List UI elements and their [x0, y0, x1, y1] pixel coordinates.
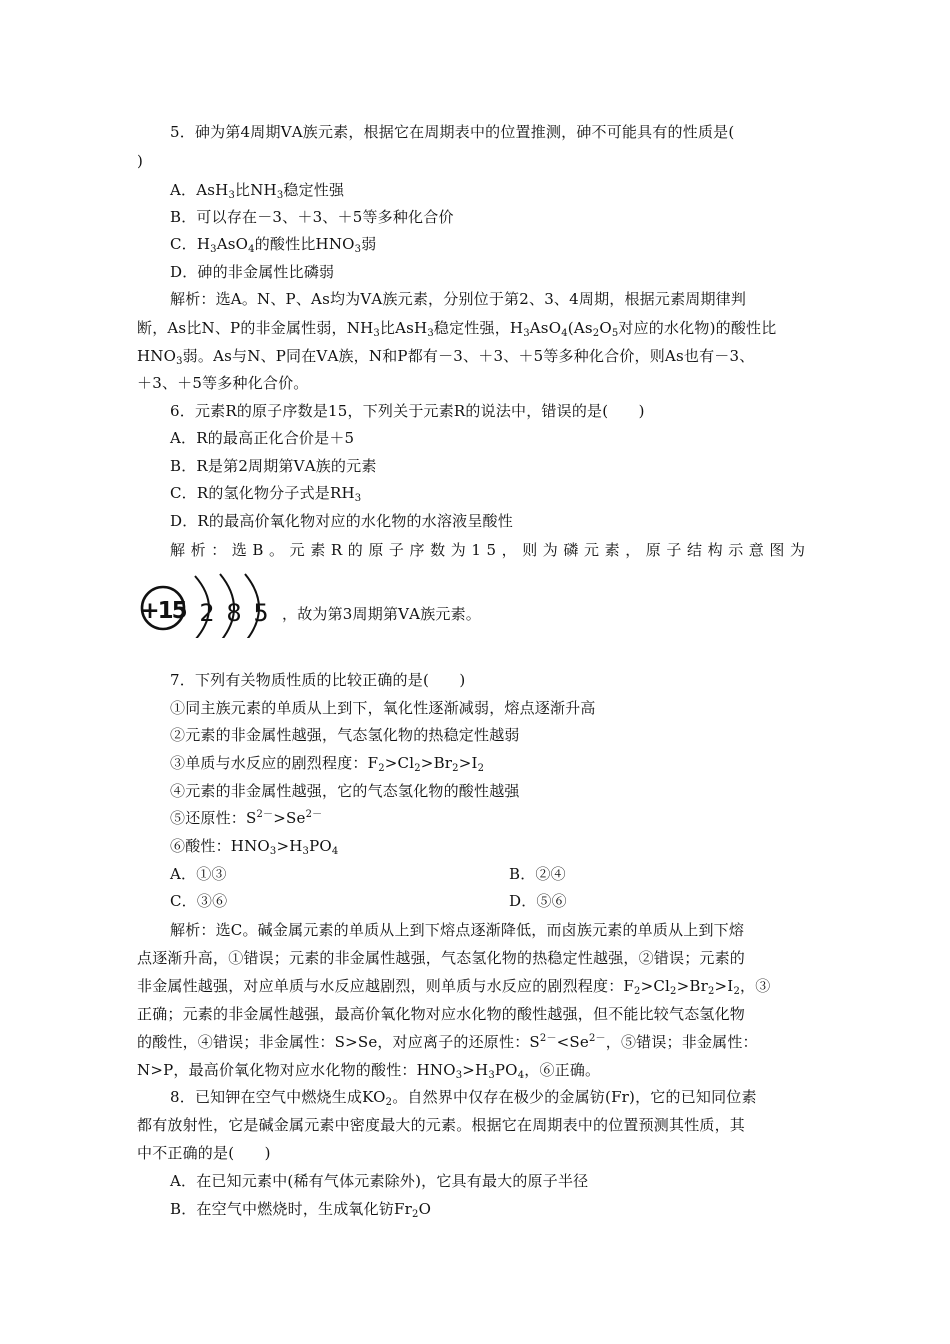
shell-3-electron-count: 5: [253, 599, 269, 627]
shell-1-electron-count: 2: [199, 599, 215, 627]
q6-option-d: D．R的最高价氧化物对应的水化物的水溶液呈酸性: [170, 512, 513, 530]
q7-statement-6: ⑥酸性：$HNO_3>H_3PO_4$: [170, 837, 339, 857]
q7-option-c: C．③⑥: [170, 892, 228, 910]
q6-option-c: C．R的氢化物分子式是$RH_3$: [170, 484, 362, 504]
q6-solution-line-1: 解析：选B。元素R的原子序数为15，则为磷元素，原子结构示意图为: [170, 541, 811, 559]
q6-solution-line-2: ，故为第3周期第ⅤA族元素。: [282, 605, 482, 623]
q5-option-c: C．$H_3AsO_4$的酸性比$HNO_3$弱: [170, 235, 377, 255]
q7-options-row-2: [170, 891, 227, 911]
q5-stem-line-2: ): [137, 152, 144, 170]
q8-stem-line-3: 中不正确的是( ): [137, 1144, 271, 1162]
q8-option-b: B．在空气中燃烧时，生成氧化钫$Fr_2O$: [170, 1200, 432, 1220]
q5-solution-line-4: ＋3、＋5等多种化合价。: [137, 374, 309, 392]
q8-option-a: A．在已知元素中(稀有气体元素除外)，它具有最大的原子半径: [170, 1172, 589, 1190]
phosphorus-atom-structure-diagram: [137, 568, 277, 638]
q7-solution-line-6: N>P，最高价氧化物对应水化物的酸性：$HNO_3>H_3PO_4$，⑥正确。: [137, 1061, 601, 1081]
q7-statement-2: ②元素的非金属性越强，气态氢化物的热稳定性越弱: [170, 726, 520, 744]
q5-solution-line-1: 解析：选A。N、P、As均为ⅤA族元素，分别位于第2、3、4周期，根据元素周期律判: [170, 290, 747, 308]
q7-statement-5: ⑤还原性：$S^{2-}>Se^{2-}$: [170, 809, 323, 827]
nucleus-charge-label: +15: [140, 598, 186, 624]
q6-stem: 6．元素R的原子序数是15，下列关于元素R的说法中，错误的是( ): [170, 402, 645, 420]
q5-solution-line-2: 断，As比N、P的非金属性弱，$NH_3$比AsH$_3$稳定性强，$H_3AsO_4(As_2O_5$对应的水化物)的酸性比: [137, 319, 777, 339]
q6-option-a: A．R的最高正化合价是＋5: [170, 429, 355, 447]
q7-solution-line-4: 正确；元素的非金属性越强，最高价氧化物对应水化物的酸性越强，但不能比较气态氢化物: [137, 1005, 746, 1023]
q7-solution-line-1: 解析：选C。碱金属元素的单质从上到下熔点逐渐降低，而卤族元素的单质从上到下熔: [170, 921, 745, 939]
q7-options-row-1: [170, 864, 227, 884]
q7-option-a: A．①③: [170, 865, 227, 883]
q7-statement-1: ①同主族元素的单质从上到下，氧化性逐渐减弱，熔点逐渐升高: [170, 699, 596, 717]
q8-stem-line-1: 8．已知钾在空气中燃烧生成$KO_2$。自然界中仅存在极少的金属钫(Fr)，它的已知同位素: [170, 1088, 757, 1108]
q7-statement-3: ③单质与水反应的剧烈程度：$F_2>Cl_2>Br_2>I_2$: [170, 754, 485, 774]
q5-solution-line-3: $HNO_3$弱。As与N、P同在ⅤA族，N和P都有－3、＋3、＋5等多种化合价，则As也有－3、: [137, 347, 755, 367]
q5-option-a: A．AsH$_3$比$NH_3$稳定性强: [170, 181, 345, 201]
q7-solution-line-2: 点逐渐升高，①错误；元素的非金属性越强，气态氢化物的热稳定性越强，②错误；元素的: [137, 949, 746, 967]
q7-solution-line-3: 非金属性越强，对应单质与水反应越剧烈，则单质与水反应的剧烈程度：$F_2>Cl_2>Br_2>I_2$，③: [137, 977, 771, 997]
q7-solution-line-5: 的酸性，④错误；非金属性：S>Se，对应离子的还原性：$S^{2-}<Se^{2-}$，⑤错误；非金属性：: [137, 1033, 758, 1051]
q8-stem-line-2: 都有放射性，它是碱金属元素中密度最大的元素。根据它在周期表中的位置预测其性质，其: [137, 1116, 746, 1134]
q5-option-b: B．可以存在－3、＋3、＋5等多种化合价: [170, 208, 454, 226]
q7-stem: 7．下列有关物质性质的比较正确的是( ): [170, 671, 466, 689]
q5-stem-line-1: 5．砷为第4周期ⅤA族元素，根据它在周期表中的位置推测，砷不可能具有的性质是(: [170, 123, 735, 141]
q5-option-d: D．砷的非金属性比磷弱: [170, 263, 335, 281]
q7-option-d: D．⑤⑥: [509, 892, 567, 910]
q7-option-b: B．②④: [509, 865, 566, 883]
shell-2-electron-count: 8: [226, 599, 242, 627]
q7-statement-4: ④元素的非金属性越强，它的气态氢化物的酸性越强: [170, 782, 520, 800]
q6-option-b: B．R是第2周期第ⅤA族的元素: [170, 457, 377, 475]
